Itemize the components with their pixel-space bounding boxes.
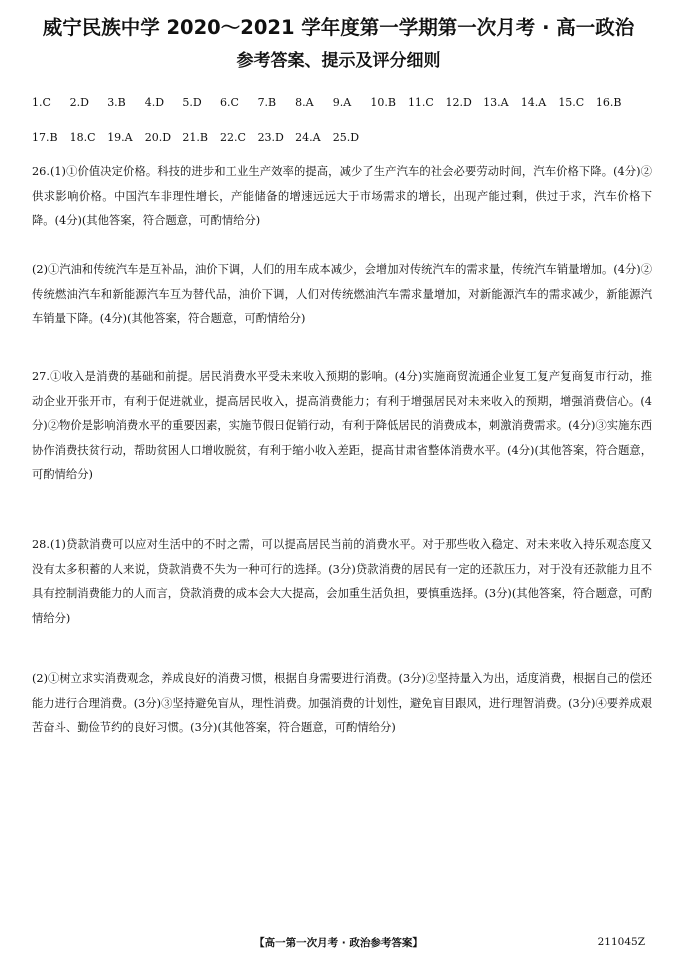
answer-q26-part2: (2)①汽油和传统汽车是互补品，油价下调，人们的用车成本减少，会增加对传统汽车的需求量，传统汽车销量增加。(4分)②传统燃油汽车和新能源汽车互为替代品，油价下调，人们对传统燃油汽车需求量增加，对新能源汽车的需求减少，新能源汽车销量下降。(4分)(其他答案，符合题意，可酌情给分) <box>32 263 652 325</box>
answer-q27: 27.①收入是消费的基础和前提。居民消费水平受未来收入预期的影响。(4分)实施商贸流通企业复工复产复商复市行动，推动企业开张开市，有利于促进就业，提高居民收入，提高消费能力；有利于增强居民对未来收入的预期，增强消费信心。(4分)②物价是影响消费水平的重要因素，实施节假日促销行动，有利于降低居民的消费成本，刺激消费需求。(4分)③实施东西协作消费扶贫行动，帮助贫困人口增收脱贫，有利于缩小收入差距，提高甘肃省整体消费水平。(4分)(其他答案，符合题意，可酌情给分) <box>32 370 652 481</box>
document-code: 211045Z <box>597 936 645 948</box>
choice-answer: 8.A <box>295 96 314 109</box>
choice-answer: 25.D <box>332 131 360 144</box>
choice-answer: 4.D <box>144 96 165 109</box>
choice-answer: 6.C <box>219 96 239 109</box>
choice-answer: 1.C <box>32 96 51 109</box>
choice-answer: 2.D <box>69 96 89 109</box>
page-footer-label: 【高一第一次月考 · 政治参考答案】 <box>254 937 423 949</box>
choice-answer: 19.A <box>107 131 133 144</box>
choice-answer: 3.B <box>107 96 126 109</box>
answer-q28-part2: (2)①树立求实消费观念，养成良好的消费习惯，根据自身需要进行消费。(3分)②坚持量入为出，适度消费，根据自己的偿还能力进行合理消费。(3分)③坚持避免盲从，理性消费。加强消费的计划性，避免盲目跟风，进行理智消费。(3分)④要养成艰苦奋斗、勤俭节约的良好习惯。(3分)(其他答案，符合题意，可酌情给分) <box>32 672 652 734</box>
choice-answer: 18.C <box>69 131 96 144</box>
choice-answer: 17.B <box>32 131 58 144</box>
choice-answer: 15.C <box>558 96 585 109</box>
choice-answer: 22.C <box>219 131 246 144</box>
choice-answer: 5.D <box>182 96 202 109</box>
choice-answer: 23.D <box>257 131 284 144</box>
choice-answer: 11.C <box>407 96 434 109</box>
choice-answers-row-1 <box>32 96 662 109</box>
page-subtitle: 参考答案、提示及评分细则 <box>236 51 441 71</box>
choice-answer: 9.A <box>332 96 352 109</box>
page-title: 威宁民族中学 2020～2021 学年度第一学期第一次月考 · 高一政治 <box>42 16 635 39</box>
choice-answer: 24.A <box>295 131 321 144</box>
choice-answer: 20.D <box>144 131 172 144</box>
choice-answer: 13.A <box>483 96 509 109</box>
choice-answer: 14.A <box>520 96 547 109</box>
choice-answer: 12.D <box>445 96 472 109</box>
answer-q26-part1: 26.(1)①价值决定价格。科技的进步和工业生产效率的提高，减少了生产汽车的社会必要劳动时间，汽车价格下降。(4分)②供求影响价格。中国汽车非理性增长，产能储备的增速远远大于市场需求的增长，出现产能过剩，供过于求，汽车价格下降。(4分)(其他答案，符合题意，可酌情给分) <box>32 165 652 227</box>
choice-answer: 21.B <box>182 131 208 144</box>
choice-answer: 7.B <box>257 96 277 109</box>
answer-q28-part1: 28.(1)贷款消费可以应对生活中的不时之需，可以提高居民当前的消费水平。对于那些收入稳定、对未来收入持乐观态度又没有太多积蓄的人来说，贷款消费不失为一种可行的选择。(3分)贷款消费的居民有一定的还款压力，对于没有还款能力且不具有控制消费能力的人而言，贷款消费的成本会大大提高，会加重生活负担，要慎重选择。(3分)(其他答案，符合题意，可酌情给分) <box>32 538 652 625</box>
choice-answers-row-2 <box>32 131 662 144</box>
choice-answer: 10.B <box>370 96 396 109</box>
choice-answer: 16.B <box>595 96 622 109</box>
